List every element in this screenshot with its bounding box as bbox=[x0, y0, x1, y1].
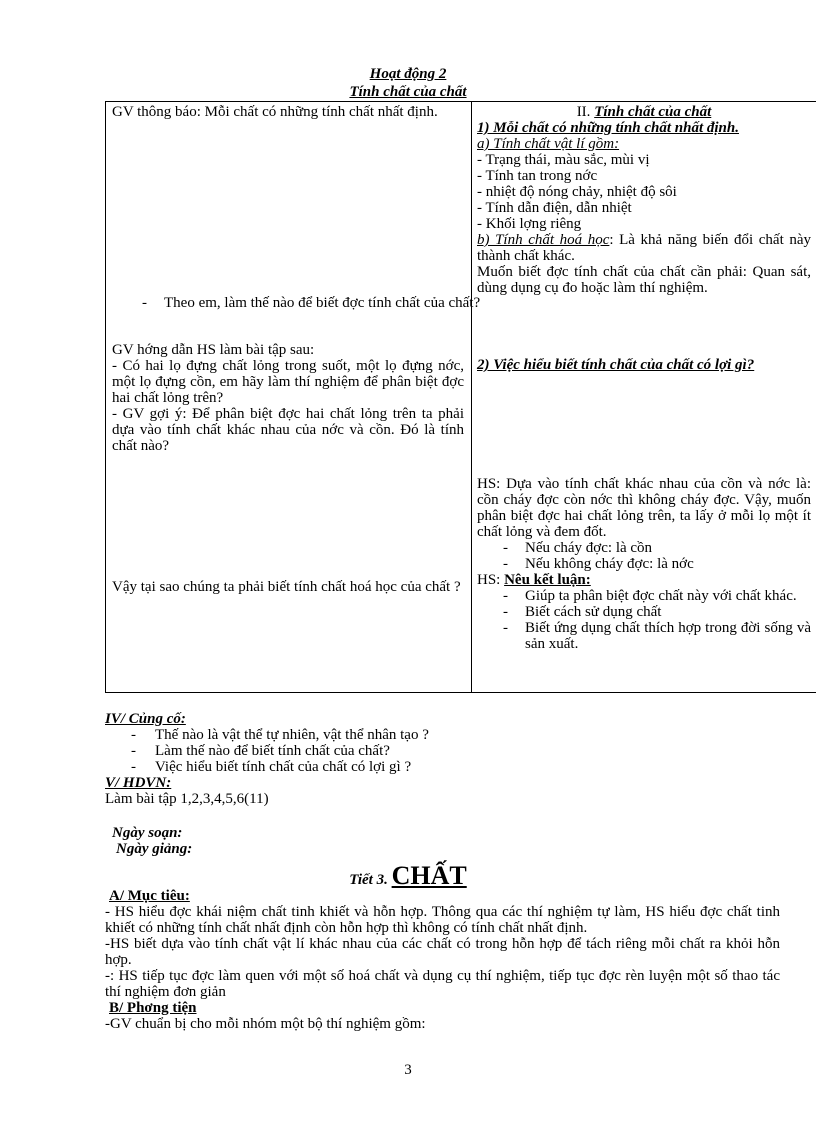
answer-item bbox=[477, 556, 811, 572]
left-question-1-text: Theo em, làm thế nào để biết đợc tính chất của chất? bbox=[164, 295, 481, 311]
review-item bbox=[105, 727, 780, 743]
objective-paragraph: -HS biết dựa vào tính chất vật lí khác nhau của các chất có trong hỗn hợp để tách riêng mỗi chất ra khỏi hỗn hợp. bbox=[105, 936, 780, 968]
left-intro: GV thông báo: Mỗi chất có những tính chất nhất định. bbox=[112, 104, 438, 120]
section-1b bbox=[477, 232, 811, 264]
review-title: IV/ Củng cố: bbox=[105, 711, 186, 727]
property-item: - Tính dẫn điện, dẫn nhiệt bbox=[477, 200, 632, 216]
left-exercise-a: - Có hai lọ đựng chất lỏng trong suốt, một lọ đựng nớc, một lọ đựng cồn, em hãy làm thí nghiệm để phân biệt đợc hai chất lỏng trên? bbox=[112, 358, 464, 406]
dash: - bbox=[503, 620, 508, 636]
answer-item-text: Nếu cháy đợc: là cồn bbox=[525, 540, 653, 556]
page-number: 3 bbox=[404, 1062, 412, 1078]
objectives-title: A/ Mục tiêu: bbox=[109, 888, 190, 904]
hs-answer-1: HS: Dựa vào tính chất khác nhau của cồn và nớc là: cồn cháy đợc còn nớc thì không cháy đợc. Vậy, muốn phân biệt đợc hai chất lỏng trên, ta lấy ở mỗi lọ một ít chất lỏng và đem đốt. bbox=[477, 476, 811, 540]
review-item bbox=[105, 743, 780, 759]
dash: - bbox=[131, 759, 136, 775]
method-text: Muốn biết đợc tính chất của chất cần phải: Quan sát, dùng dụng cụ đo hoặc làm thí nghiệm. bbox=[477, 264, 811, 296]
left-question-1 bbox=[112, 295, 516, 311]
review-item-text: Thế nào là vật thể tự nhiên, vật thể nhân tạo ? bbox=[155, 727, 429, 743]
conclusion-item bbox=[477, 604, 811, 620]
dash: - bbox=[503, 556, 508, 572]
property-item: - Tính tan trong nớc bbox=[477, 168, 598, 184]
dash: - bbox=[142, 295, 147, 311]
section-2-title: 2) Việc hiểu biết tính chất của chất có lợi gì? bbox=[477, 357, 755, 373]
objective-paragraph: - HS hiểu đợc khái niệm chất tinh khiết và hỗn hợp. Thông qua các thí nghiệm tự làm, HS hiểu đợc chất tinh khiết có những tính chất nhất định còn hỗn hợp thì không có tính chất nhất định. bbox=[105, 904, 780, 936]
right-heading bbox=[477, 104, 811, 120]
lesson-title: CHẤT bbox=[391, 861, 467, 890]
dash: - bbox=[503, 540, 508, 556]
right-heading-text: Tính chất của chất bbox=[594, 104, 712, 120]
lesson-wrapup bbox=[105, 711, 780, 857]
answer-item-text: Nếu không cháy đợc: là nớc bbox=[525, 556, 694, 572]
hs-answer-2 bbox=[477, 572, 811, 588]
means-title: B/ Phơng tiện bbox=[109, 1000, 197, 1016]
review-item bbox=[105, 759, 780, 775]
conclusion-item bbox=[477, 620, 811, 652]
prep-date-label: Ngày soạn: bbox=[112, 825, 183, 841]
column-divider bbox=[471, 102, 472, 692]
property-item: - nhiệt độ nóng chảy, nhiệt độ sôi bbox=[477, 184, 677, 200]
hs-prefix: HS: bbox=[477, 572, 505, 588]
review-item-text: Việc hiểu biết tính chất của chất có lợi gì ? bbox=[155, 759, 412, 775]
dash: - bbox=[131, 743, 136, 759]
answer-item bbox=[477, 540, 811, 556]
lesson-heading bbox=[0, 861, 816, 890]
conclusion-label: Nêu kết luận: bbox=[504, 572, 591, 588]
lesson-label: Tiết 3. bbox=[349, 872, 388, 888]
physical-properties bbox=[477, 152, 811, 232]
conclusion-item-text: Giúp ta phân biệt đợc chất này với chất khác. bbox=[525, 588, 797, 604]
left-exercise bbox=[112, 342, 464, 454]
conclusion-item-text: Biết ứng dụng chất thích hợp trong đời sống và sản xuất. bbox=[525, 620, 811, 652]
left-question-2: Vậy tại sao chúng ta phải biết tính chất hoá học của chất ? bbox=[112, 579, 461, 595]
left-exercise-b: - GV gợi ý: Để phân biệt đợc hai chất lỏng trên ta phải dựa vào tính chất khác nhau của nớc và cồn. Đó là tính chất nào? bbox=[112, 406, 464, 454]
dash: - bbox=[131, 727, 136, 743]
section-1b-text: : Là khả năng biến đổi chất này thành chất khác. bbox=[477, 232, 811, 264]
dash: - bbox=[503, 588, 508, 604]
left-exercise-heading: GV hớng dẫn HS làm bài tập sau: bbox=[112, 342, 315, 358]
lesson-objectives bbox=[105, 888, 780, 1032]
lesson-table bbox=[105, 101, 816, 693]
homework-title: V/ HDVN: bbox=[105, 775, 172, 791]
section-1-title: 1) Mỗi chất có những tính chất nhất định. bbox=[477, 120, 739, 136]
activity-title: Hoạt động 2 bbox=[369, 66, 447, 82]
dash: - bbox=[503, 604, 508, 620]
conclusion-item-text: Biết cách sử dụng chất bbox=[525, 604, 662, 620]
right-answers bbox=[477, 476, 811, 652]
conclusion-item bbox=[477, 588, 811, 604]
activity-subtitle: Tính chất của chất bbox=[349, 84, 467, 100]
property-item: - Trạng thái, màu sắc, mùi vị bbox=[477, 152, 650, 168]
review-item-text: Làm thế nào để biết tính chất của chất? bbox=[155, 743, 390, 759]
right-section bbox=[477, 104, 811, 296]
means-text: -GV chuẩn bị cho mỗi nhóm một bộ thí nghiệm gồm: bbox=[105, 1016, 426, 1032]
right-heading-number: II. bbox=[576, 104, 591, 120]
teach-date-label: Ngày giảng: bbox=[116, 841, 193, 857]
section-1a-title: a) Tính chất vật lí gồm: bbox=[477, 136, 620, 152]
section-1b-label: b) Tính chất hoá học bbox=[477, 232, 610, 248]
homework-text: Làm bài tập 1,2,3,4,5,6(11) bbox=[105, 791, 269, 807]
property-item: - Khối lợng riêng bbox=[477, 216, 582, 232]
objective-paragraph: -: HS tiếp tục đợc làm quen với một số hoá chất và dụng cụ thí nghiệm, tiếp tục đợc rèn luyện một số thao tác thí nghiệm đơn giản bbox=[105, 968, 780, 1000]
